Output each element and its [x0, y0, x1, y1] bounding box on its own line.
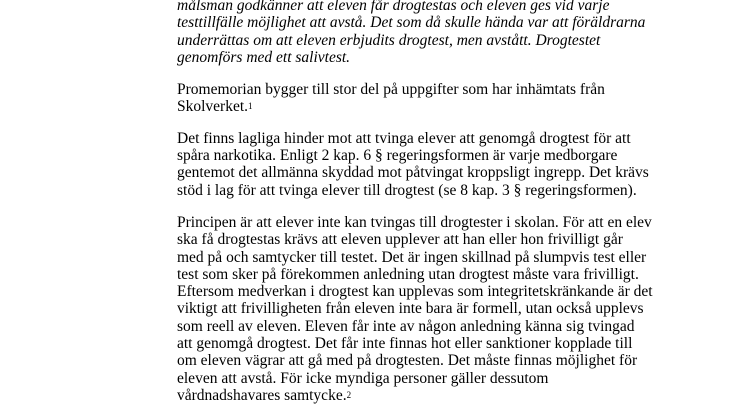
quote-line: målsman godkänner att eleven får drogtestas och eleven ges vid varje	[177, 0, 610, 14]
paragraph-line: Eftersom medverkan i drogtest kan upplevas som integritetskränkande är det	[177, 283, 653, 301]
quote-line: testtillfälle möjlighet att avstå. Det som då skulle hända var att föräldrarna	[177, 14, 646, 32]
paragraph-line: test som sker på förekommen anledning utan drogtest måste vara frivilligt.	[177, 265, 639, 283]
paragraph-line: som reell av eleven. Eleven får inte av någon anledning känna sig tvingad	[177, 317, 635, 335]
document-page	[177, 0, 657, 404]
paragraph-line: stöd i lag för att tvinga elever till drogtest (se 8 kap. 3 § regeringsformen).	[177, 181, 637, 199]
paragraph-line: spåra narkotika. Enligt 2 kap. 6 § regeringsformen är varje medborgare	[177, 147, 618, 165]
paragraph-line: eleven att avstå. För icke myndiga personer gäller dessutom	[177, 369, 549, 387]
paragraph-principle	[177, 214, 657, 404]
paragraph-line: Promemorian bygger till stor del på uppgifter som har inhämtats från	[177, 81, 605, 99]
footnote-ref-1[interactable]: 1	[248, 101, 253, 112]
paragraph-line: Principen är att elever inte kan tvingas till drogtester i skolan. För att en elev	[177, 213, 652, 231]
paragraph-text: Skolverket.	[177, 98, 249, 116]
paragraph-legal-obstacles	[177, 130, 657, 199]
paragraph-line: att genomgå drogtest. Det får inte finnas hot eller sanktioner kopplade till	[177, 335, 633, 353]
quote-line: underrättas om att eleven erbjudits drogtest, men avstått. Drogtestet	[177, 31, 601, 49]
quote-line: genomförs med ett salivtest.	[177, 48, 351, 66]
paragraph-text: vårdnadshavares samtycke.	[177, 386, 347, 404]
footnote-ref-2[interactable]: 2	[346, 389, 352, 400]
paragraph-line: om eleven vägrar att gå med på drogtesten. Det måste finnas möjlighet för	[177, 352, 638, 370]
paragraph-source	[177, 81, 657, 116]
paragraph-line: viktigt att frivilligheten från eleven inte bara är formell, utan också upplevs	[177, 300, 644, 318]
paragraph-line	[177, 387, 657, 404]
paragraph-line: Det finns lagliga hinder mot att tvinga elever att genomgå drogtest för att	[177, 129, 631, 147]
paragraph-line: ska få drogtestas krävs att eleven upplever att han eller hon frivilligt går	[177, 231, 623, 249]
paragraph-line: med på och samtycker till testet. Det är ingen skillnad på slumpvis test eller	[177, 248, 647, 266]
paragraph-line	[177, 98, 657, 115]
paragraph-line: gentemot det allmänna skyddad mot påtvingat kroppsligt ingrepp. Det krävs	[177, 164, 649, 182]
quoted-passage	[177, 0, 657, 66]
